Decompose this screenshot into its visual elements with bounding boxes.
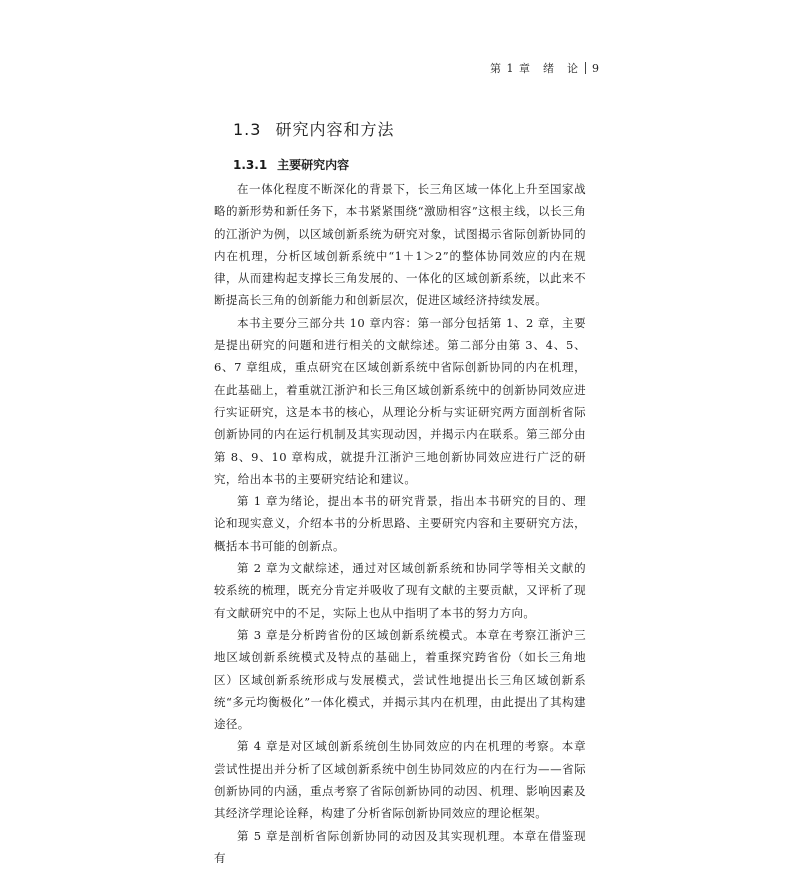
paragraph: 在一体化程度不断深化的背景下，长三角区域一体化上升至国家战略的新形势和新任务下，本书紧紧围绕“激励相容”这根主线，以长三角的江浙沪为例，以区域创新系统为研究对象，试图揭示省际创新协同的内在机理，分析区域创新系统中“1＋1＞2”的整体协同效应的内在规律，从而建构起支撑长三角发展的、一体化的区域创新系统，以此来不断提高长三角的创新能力和创新层次，促进区域经济持续发展。 (214, 182, 586, 308)
paragraph: 第 4 章是对区域创新系统创生协同效应的内在机理的考察。本章尝试性提出并分析了区域创新系统中创生协同效应的内在行为——省际创新协同的内涵，重点考察了省际创新协同的动因、机理、影响因素及其经济学理论诠释，构建了分析省际创新协同效应的理论框架。 (214, 739, 586, 821)
running-header (490, 60, 600, 76)
paragraph: 第 3 章是分析跨省份的区域创新系统模式。本章在考察江浙沪三地区域创新系统模式及特点的基础上，着重探究跨省份（如长三角地区）区域创新系统形成与发展模式，尝试性地提出长三角区域创新系统“多元均衡极化”一体化模式，并揭示其内在机理，由此提出了其构建途径。 (214, 627, 586, 732)
section-number: 1.3 (233, 120, 262, 139)
header-divider (585, 62, 586, 74)
paragraph: 第 1 章为绪论，提出本书的研究背景，指出本书研究的目的、理论和现实意义，介绍本书的分析思路、主要研究内容和主要研究方法，概括本书可能的创新点。 (214, 494, 586, 553)
section-heading (233, 117, 394, 140)
paragraph: 本书主要分三部分共 10 章内容：第一部分包括第 1、2 章，主要是提出研究的问题和进行相关的文献综述。第二部分由第 3、4、5、6、7 章组成，重点研究在区域创新系统中省际创新协同的内在机理，在此基础上，着重就江浙沪和长三角区域创新系统中的创新协同效应进行实证研究，这是本书的核心，从理论分析与实证研究两方面剖析省际创新协同的内在运行机制及其实现动因，并揭示内在联系。第三部分由第 8、9、10 章构成，就提升江浙沪三地创新协同效应进行广泛的研究，给出本书的主要研究结论和建议。 (214, 315, 586, 486)
paragraph: 第 5 章是剖析省际创新协同的动因及其实现机理。本章在借鉴现有 (214, 828, 586, 865)
body-text (214, 178, 586, 869)
subsection-title: 主要研究内容 (277, 158, 350, 172)
section-title: 研究内容和方法 (275, 120, 395, 139)
subsection-number: 1.3.1 (233, 158, 268, 172)
paragraph: 第 2 章为文献综述，通过对区域创新系统和协同学等相关文献的较系统的梳理，既充分肯定并吸收了现有文献的主要贡献，又评析了现有文献研究中的不足，实际上也从中指明了本书的努力方向。 (214, 561, 586, 620)
page-number: 9 (592, 61, 600, 75)
subsection-heading (233, 156, 349, 173)
chapter-label: 第 1 章 绪 论 (490, 62, 579, 75)
